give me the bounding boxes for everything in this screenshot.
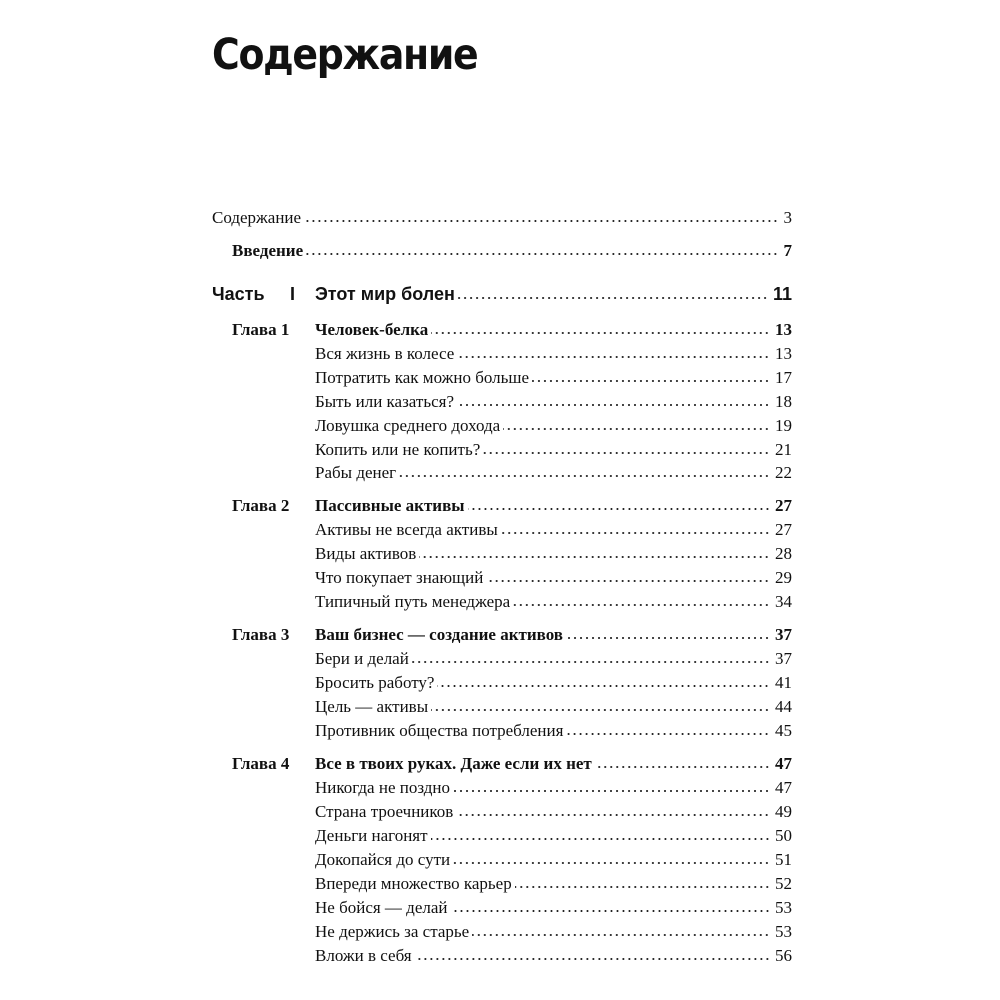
page-title: Содержание — [212, 30, 478, 80]
chapter-title: Пассивные активы — [315, 496, 465, 515]
chapter-title: Ваш бизнес — создание активов — [315, 625, 563, 644]
section-title: Ловушка среднего дохода — [315, 416, 501, 435]
section-title: Не держись за старье — [315, 922, 470, 941]
section-title: Типичный путь менеджера — [315, 592, 511, 611]
dot-leader — [419, 555, 770, 559]
page-number: 3 — [783, 208, 792, 227]
dot-leader — [468, 507, 770, 511]
toc-entry-introduction[interactable] — [212, 241, 792, 265]
page-number: 27 — [775, 520, 792, 539]
dot-leader — [453, 861, 770, 865]
chapter-label: Глава 3 — [232, 625, 290, 644]
toc-entry-section[interactable] — [212, 697, 792, 721]
toc-entry-part-1[interactable] — [212, 284, 792, 312]
toc-entry-section[interactable] — [212, 922, 792, 946]
section-title: Активы не всегда активы — [315, 520, 498, 539]
section-title: Вся жизнь в колесе — [315, 344, 455, 363]
section-title: Докопайся до сути — [315, 850, 451, 869]
section-title: Цель — активы — [315, 697, 429, 716]
page-number: 49 — [775, 802, 792, 821]
section-title: Копить или не копить? — [315, 440, 481, 459]
page-number: 37 — [775, 649, 792, 668]
page-number: 56 — [775, 946, 792, 965]
toc-entry-section[interactable] — [212, 520, 792, 544]
section-title: Быть или казаться? — [315, 392, 455, 411]
part-number: I — [290, 284, 296, 304]
dot-leader — [566, 732, 770, 736]
dot-leader — [501, 531, 770, 535]
page-number: 17 — [775, 368, 792, 387]
dot-leader — [304, 219, 778, 223]
dot-leader — [431, 837, 770, 841]
toc-entry-section[interactable] — [212, 946, 792, 970]
part-label: Часть I — [212, 284, 296, 304]
dot-leader — [486, 579, 770, 583]
toc-entry-section[interactable] — [212, 673, 792, 697]
page-number: 50 — [775, 826, 792, 845]
toc-entry-section[interactable] — [212, 344, 792, 368]
chapter-label: Глава 1 — [232, 320, 290, 339]
page-number: 41 — [775, 673, 792, 692]
toc-entry-section[interactable] — [212, 874, 792, 898]
chapter-title: Все в твоих руках. Даже если их нет — [315, 754, 592, 773]
page-number: 13 — [775, 320, 792, 339]
dot-leader — [431, 708, 770, 712]
page-number: 53 — [775, 922, 792, 941]
section-title: Что покупает знающий — [315, 568, 484, 587]
dot-leader — [483, 451, 770, 455]
page-number: 19 — [775, 416, 792, 435]
page-number: 47 — [775, 754, 792, 773]
dot-leader — [456, 813, 770, 817]
section-title: Бери и делай — [315, 649, 409, 668]
section-title: Потратить как можно больше — [315, 368, 530, 387]
toc-entry-section[interactable] — [212, 778, 792, 802]
toc-entry-section[interactable] — [212, 440, 792, 464]
dot-leader — [503, 427, 770, 431]
page-number: 44 — [775, 697, 792, 716]
table-of-contents — [212, 0, 792, 1000]
toc-entry-section[interactable] — [212, 592, 792, 616]
dot-leader — [415, 957, 770, 961]
page-number: 34 — [775, 592, 792, 611]
dot-leader — [458, 296, 768, 300]
toc-entry-chapter[interactable] — [212, 496, 792, 520]
section-title: Рабы денег — [315, 463, 397, 482]
dot-leader — [453, 789, 770, 793]
toc-entry-contents[interactable] — [212, 208, 792, 232]
dot-leader — [566, 636, 770, 640]
toc-entry-chapter[interactable] — [212, 754, 792, 778]
page-number: 53 — [775, 898, 792, 917]
page-number: 28 — [775, 544, 792, 563]
dot-leader — [431, 331, 770, 335]
dot-leader — [399, 474, 770, 478]
section-title: Не бойся — делай — [315, 898, 448, 917]
dot-leader — [513, 603, 770, 607]
section-title: Никогда не поздно — [315, 778, 450, 797]
page-number: 22 — [775, 463, 792, 482]
page-number: 21 — [775, 440, 792, 459]
chapter-title: Человек-белка — [315, 320, 429, 339]
page-number: 52 — [775, 874, 792, 893]
toc-entry-title: Введение — [232, 241, 304, 260]
toc-entry-section[interactable] — [212, 463, 792, 487]
dot-leader — [451, 909, 770, 913]
toc-entry-section[interactable] — [212, 392, 792, 416]
toc-entry-chapter[interactable] — [212, 625, 792, 649]
dot-leader — [457, 403, 770, 407]
toc-entry-section[interactable] — [212, 802, 792, 826]
dot-leader — [437, 684, 770, 688]
toc-entry-section[interactable] — [212, 649, 792, 673]
page-number: 18 — [775, 392, 792, 411]
page-number: 45 — [775, 721, 792, 740]
toc-entry-section[interactable] — [212, 721, 792, 745]
toc-entry-section[interactable] — [212, 544, 792, 568]
page-number: 27 — [775, 496, 792, 515]
toc-entry-title: Содержание — [212, 208, 302, 227]
page-number: 47 — [775, 778, 792, 797]
section-title: Бросить работу? — [315, 673, 435, 692]
section-title: Впереди множество карьер — [315, 874, 512, 893]
dot-leader — [457, 355, 770, 359]
page-number: 51 — [775, 850, 792, 869]
section-title: Деньги нагонят — [315, 826, 428, 845]
toc-entry-section[interactable] — [212, 416, 792, 440]
toc-entry-section[interactable] — [212, 898, 792, 922]
toc-entry-section[interactable] — [212, 368, 792, 392]
dot-leader — [412, 660, 770, 664]
dot-leader — [532, 379, 770, 383]
toc-entry-chapter[interactable] — [212, 320, 792, 344]
section-title: Страна троечников — [315, 802, 454, 821]
toc-entry-section[interactable] — [212, 826, 792, 850]
chapter-label: Глава 4 — [232, 754, 290, 773]
page-number: 37 — [775, 625, 792, 644]
section-title: Виды активов — [315, 544, 417, 563]
chapter-label: Глава 2 — [232, 496, 290, 515]
toc-entry-section[interactable] — [212, 850, 792, 874]
page-number: 11 — [772, 284, 792, 304]
section-title: Вложи в себя — [315, 946, 412, 965]
page-number: 13 — [775, 344, 792, 363]
page-number: 29 — [775, 568, 792, 587]
dot-leader — [595, 765, 770, 769]
section-title: Противник общества потребления — [315, 721, 564, 740]
toc-entry-section[interactable] — [212, 568, 792, 592]
dot-leader — [306, 252, 778, 256]
part-title: Этот мир болен — [315, 284, 455, 304]
dot-leader — [472, 933, 770, 937]
dot-leader — [515, 885, 770, 889]
page-number: 7 — [783, 241, 792, 260]
